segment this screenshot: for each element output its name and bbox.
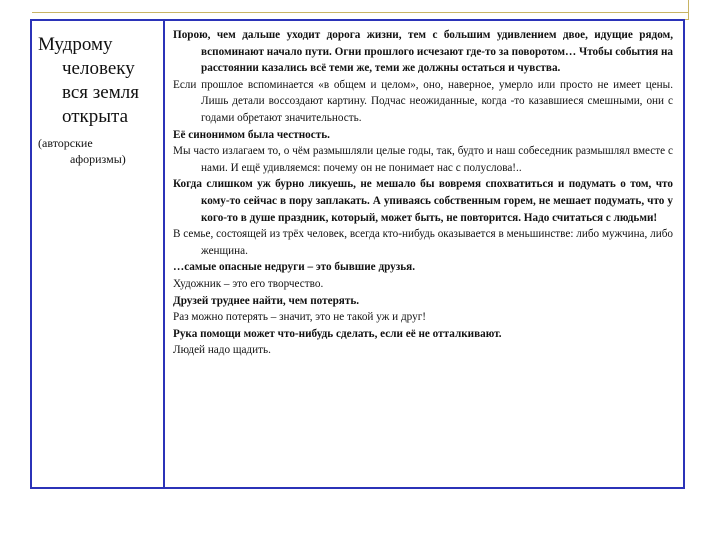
decorative-corner-rule <box>688 0 689 20</box>
aphorism-paragraph: Мы часто излагаем то, о чём размышляли целые годы, так, будто и наш собеседник размышлял вместе с нами. И ещё удивляемся: почему он не понимает нас с полуслова!.. <box>173 145 673 174</box>
aphorism-paragraph: В семье, состоящей из трёх человек, всегда кто-нибудь оказывается в меньшинстве: либо мужчина, либо женщина. <box>173 228 673 257</box>
aphorism-paragraph: Порою, чем дальше уходит дорога жизни, тем с большим удивлением двое, идущие рядом, вспоминают начало пути. Огни прошлого исчезают где-то за поворотом… Чтобы события на расстоянии казались всё теми же, теми же должны остаться и чувства. <box>173 29 673 75</box>
aphorism-paragraph: Художник – это его творчество. <box>173 277 324 290</box>
aphorism-paragraph: Раз можно потерять – значит, это не такой уж и друг! <box>173 311 427 324</box>
left-column <box>32 21 163 167</box>
title-line: человеку <box>62 58 135 79</box>
aphorism-paragraph: Если прошлое вспоминается «в общем и целом», оно, наверное, умерло или просто не имеет цены. Лишь детали воссоздают картину. Подчас неожиданные, когда -то казавшиеся смешными, они с годами обретают значительность. <box>173 78 673 124</box>
subtitle-line: (авторские <box>38 136 93 150</box>
subtitle-line: афоризмы) <box>70 152 126 166</box>
aphorism-paragraph: Когда слишком уж бурно ликуешь, не мешало бы вовремя спохватиться и подумать о том, что кому-то сейчас в пору заплакать. А упиваясь собственным горем, не мешает подумать, что у кого-то в душе праздник, который, может быть, не повторится. Надо считаться с людьми! <box>173 178 673 224</box>
title-line: открыта <box>62 106 129 127</box>
slide-title <box>38 33 159 129</box>
title-line: вся земля <box>62 82 139 103</box>
aphorism-paragraph: Её синонимом была честность. <box>173 128 330 141</box>
aphorism-paragraph: Рука помощи может что-нибудь сделать, если её не отталкивают. <box>173 327 502 340</box>
slide-table <box>30 19 685 489</box>
aphorism-paragraph: …самые опасные недруги – это бывшие друзья. <box>173 261 416 274</box>
aphorism-list <box>173 27 673 359</box>
title-line: Мудрому <box>38 34 113 55</box>
aphorism-paragraph: Людей надо щадить. <box>173 344 271 357</box>
column-divider <box>163 21 165 487</box>
aphorism-paragraph: Друзей труднее найти, чем потерять. <box>173 294 360 307</box>
slide-subtitle <box>38 135 159 167</box>
